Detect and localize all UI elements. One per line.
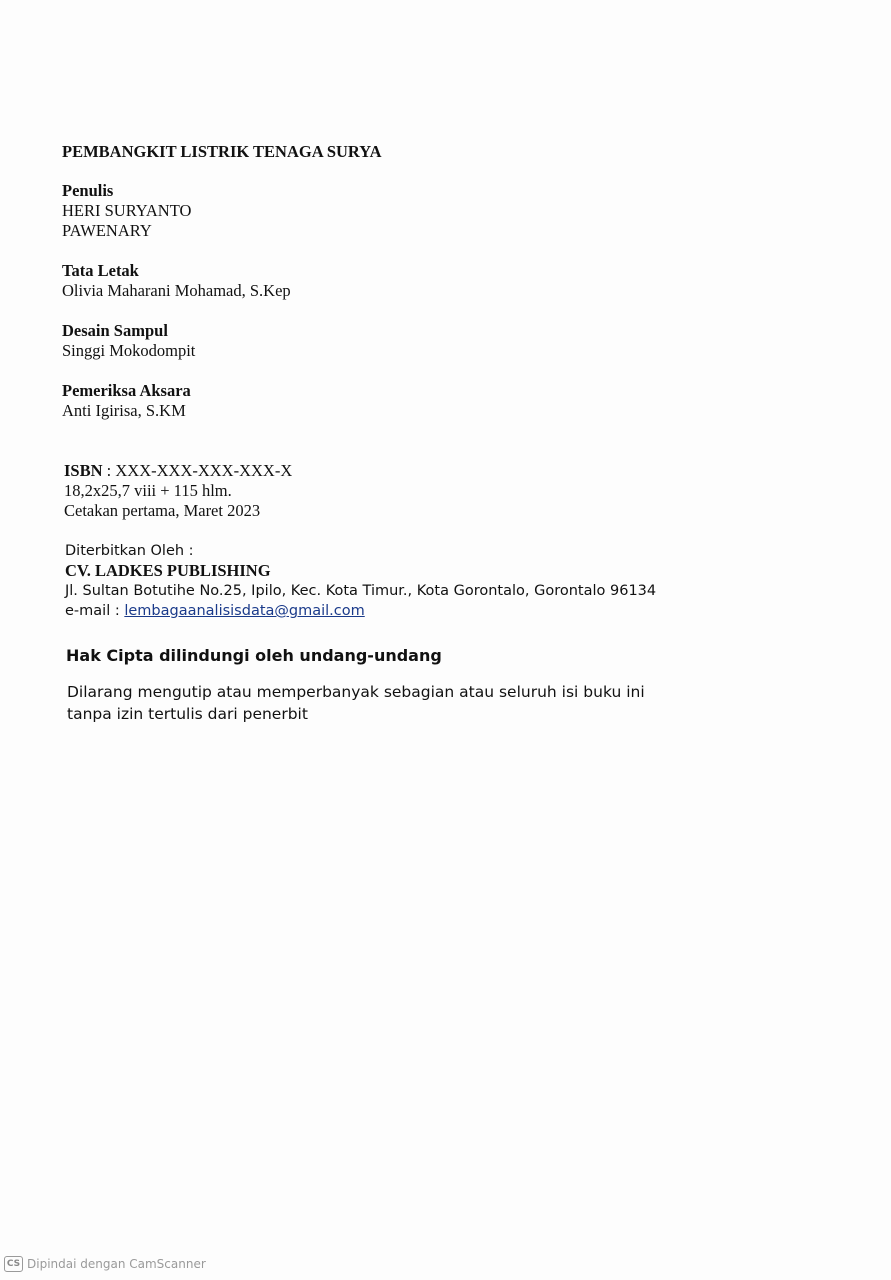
copyright-title: Hak Cipta dilindungi oleh undang-undang	[66, 646, 442, 665]
tata-letak-name: Olivia Maharani Mohamad, S.Kep	[62, 281, 291, 300]
copyright-heading	[66, 645, 442, 667]
pemeriksa-aksara-section	[62, 381, 191, 421]
isbn-value: : XXX-XXX-XXX-XXX-X	[102, 461, 293, 480]
desain-sampul-label: Desain Sampul	[62, 321, 168, 340]
edition: Cetakan pertama, Maret 2023	[64, 501, 261, 520]
camscanner-logo-icon: CS	[4, 1256, 23, 1272]
tata-letak-section	[62, 261, 291, 301]
desain-sampul-section	[62, 321, 195, 361]
penulis-name-2: PAWENARY	[62, 221, 152, 240]
scanner-footer	[4, 1256, 206, 1272]
copyright-line-1: Dilarang mengutip atau memperbanyak sebagian atau seluruh isi buku ini	[67, 683, 645, 701]
penulis-label: Penulis	[62, 181, 114, 200]
isbn-line	[64, 461, 292, 481]
scanner-footer-text: Dipindai dengan CamScanner	[27, 1257, 206, 1271]
email-label: e-mail :	[65, 603, 125, 619]
publisher-address: Jl. Sultan Botutihe No.25, Ipilo, Kec. Kota Timur., Kota Gorontalo, Gorontalo 96134	[65, 583, 657, 599]
copyright-notice	[67, 681, 645, 725]
tata-letak-label: Tata Letak	[62, 261, 139, 280]
email-link[interactable]: lembagaanalisisdata@gmail.com	[124, 603, 365, 619]
isbn-label: ISBN	[64, 461, 103, 480]
publisher-name: CV. LADKES PUBLISHING	[65, 561, 271, 580]
book-title-text: PEMBANGKIT LISTRIK TENAGA SURYA	[62, 142, 382, 161]
book-title	[62, 142, 382, 162]
pemeriksa-aksara-name: Anti Igirisa, S.KM	[62, 401, 186, 420]
email-line	[65, 601, 656, 621]
pemeriksa-aksara-label: Pemeriksa Aksara	[62, 381, 191, 400]
isbn-section	[64, 461, 292, 521]
copyright-line-2: tanpa izin tertulis dari penerbit	[67, 705, 308, 723]
publisher-section	[65, 541, 656, 621]
penulis-section	[62, 181, 191, 241]
desain-sampul-name: Singgi Mokodompit	[62, 341, 196, 360]
penulis-name-1: HERI SURYANTO	[62, 201, 192, 220]
book-size: 18,2x25,7 viii + 115 hlm.	[64, 481, 232, 500]
publisher-label: Diterbitkan Oleh :	[65, 543, 194, 559]
